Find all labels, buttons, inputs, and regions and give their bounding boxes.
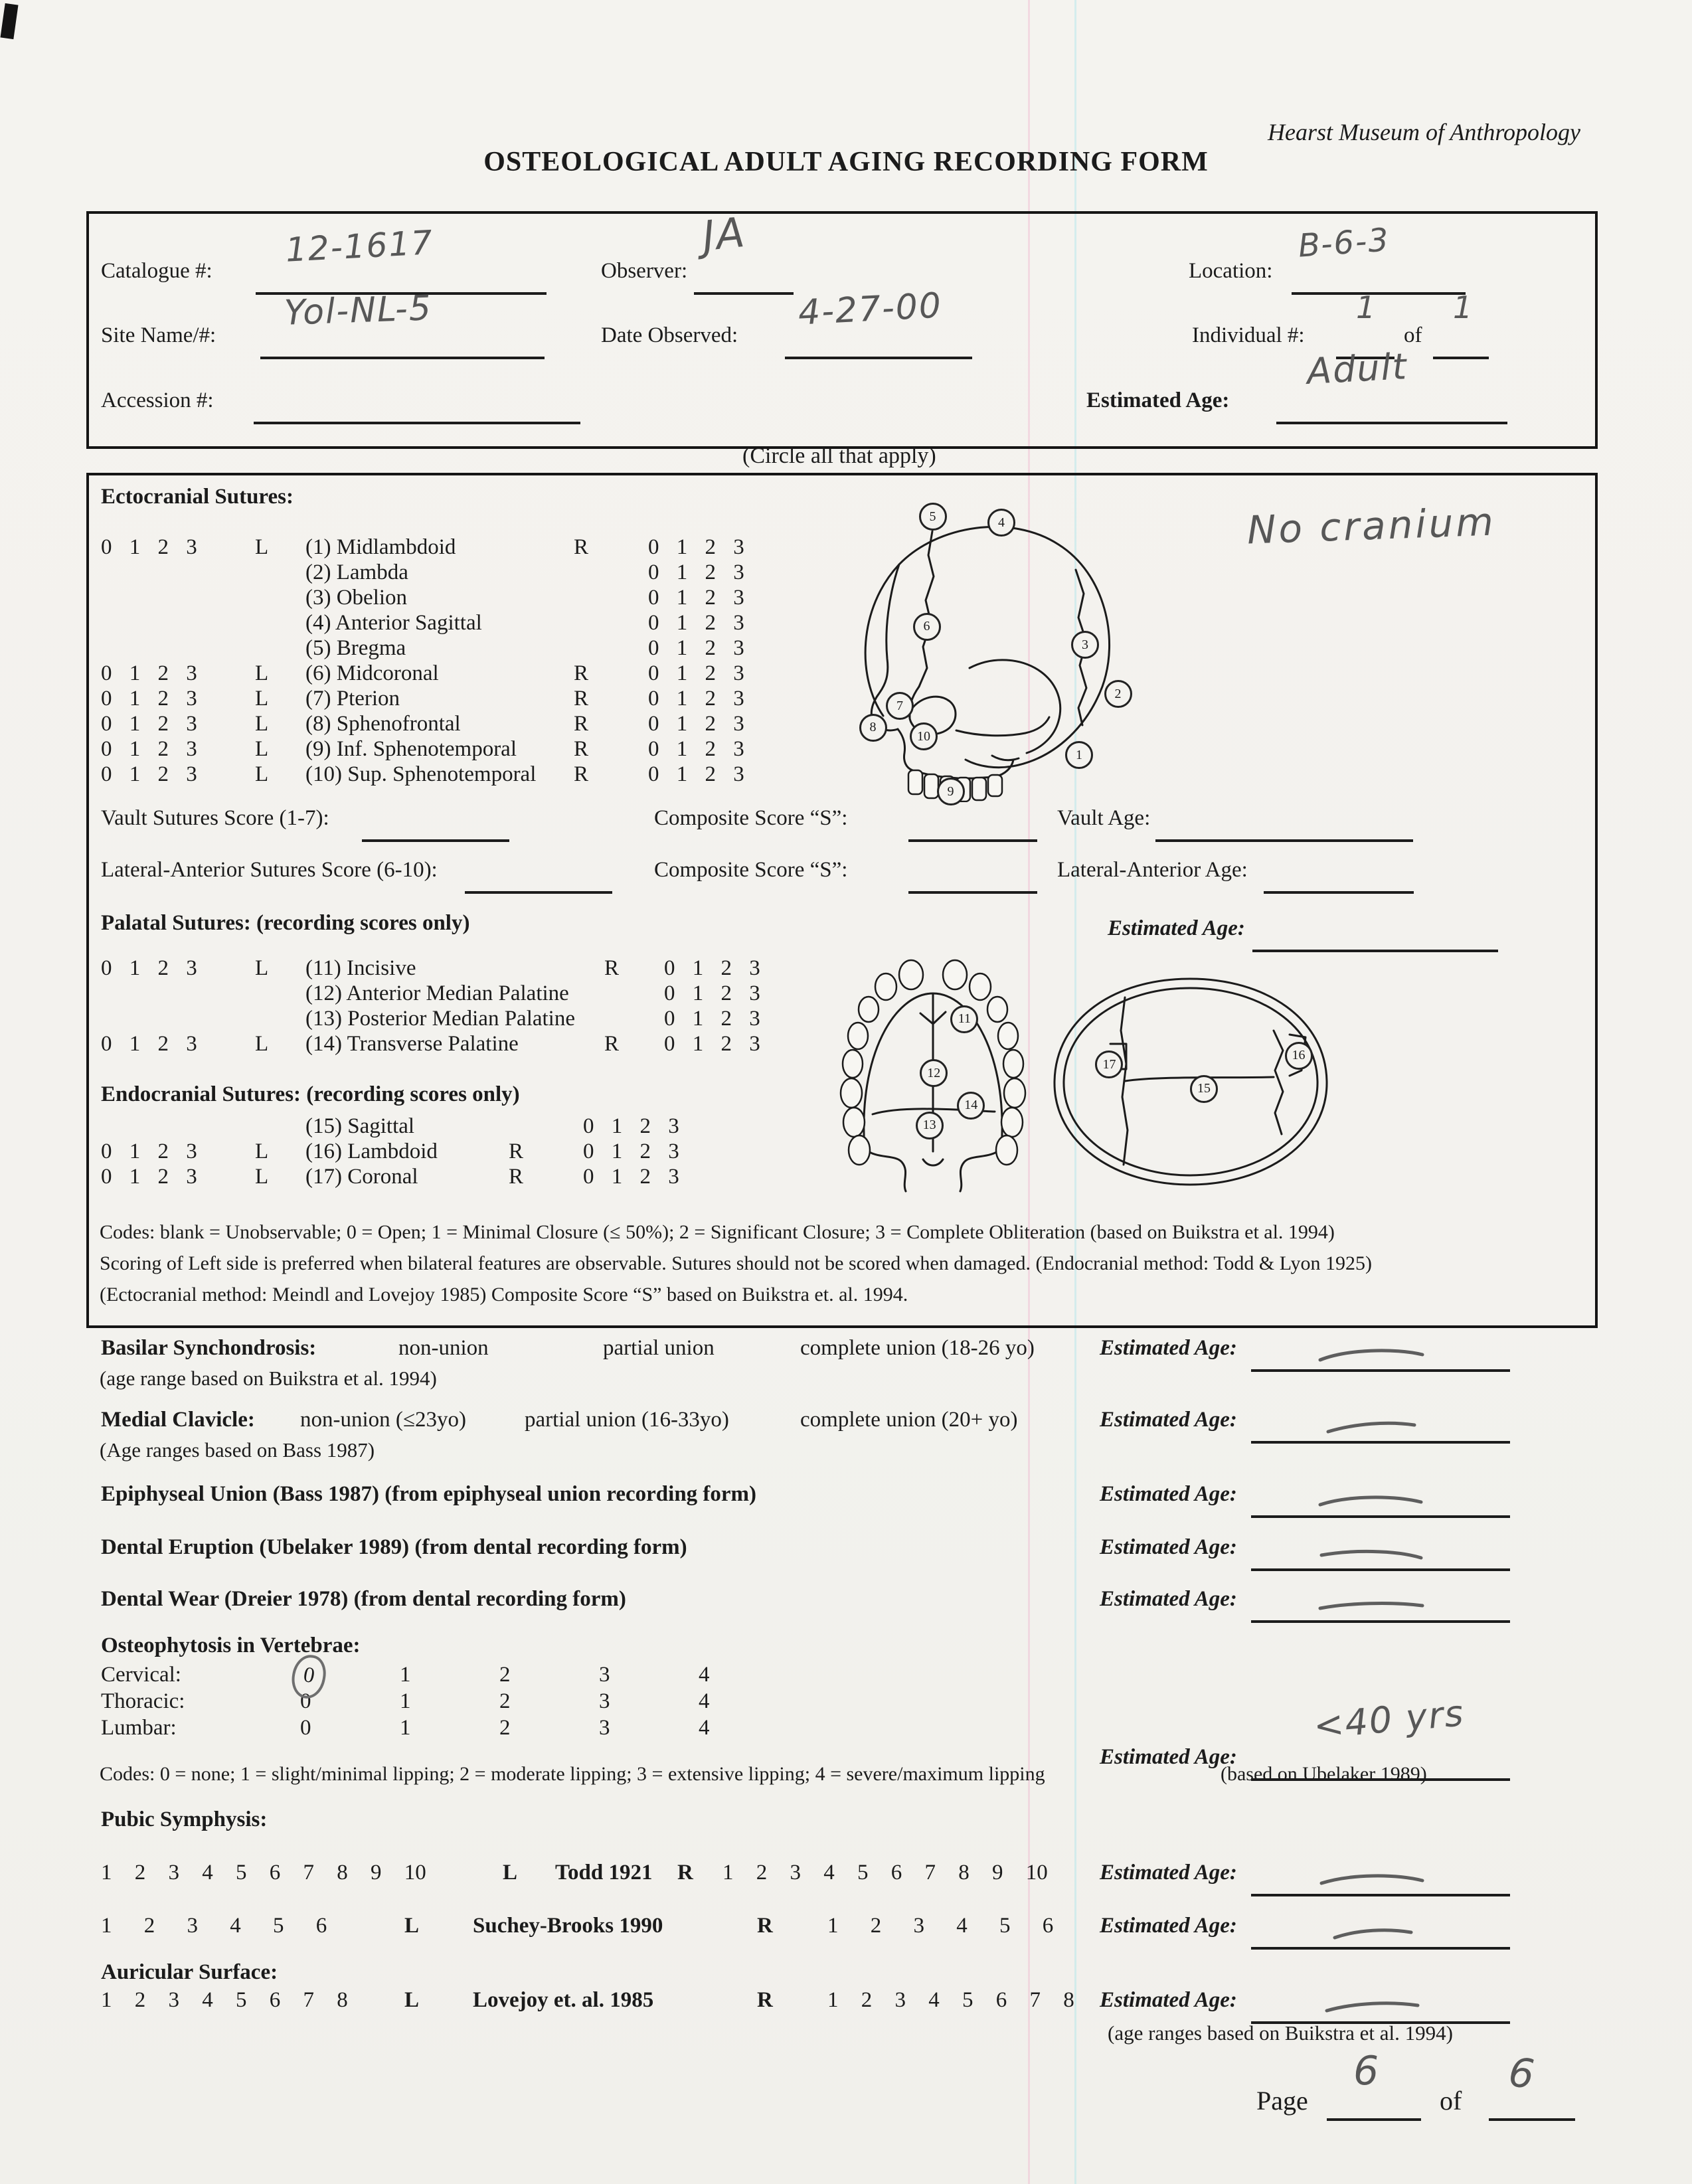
clavicle-estimated-age-label: Estimated Age:: [1100, 1408, 1237, 1432]
side-right-label: R: [574, 762, 589, 786]
scan-corner-artifact: [0, 3, 18, 39]
handwritten-tick: [1315, 1598, 1428, 1615]
suture-row: [101, 1165, 679, 1190]
lovejoy-right-scores[interactable]: 1 2 3 4 5 6 7 8: [827, 1988, 1074, 2012]
basilar-label: Basilar Synchondrosis:: [101, 1336, 317, 1360]
suture-name: (13) Posterior Median Palatine: [305, 1007, 575, 1031]
suture-codes-line1: Codes: blank = Unobservable; 0 = Open; 1 = Minimal Closure (≤ 50%); 2 = Significant Closure; 3 = Complete Obliteration (based on Buikstra et al. 1994): [100, 1221, 1335, 1243]
side-left-label: L: [255, 737, 269, 761]
suture-row: [101, 661, 744, 687]
cervical-score-4[interactable]: 4: [699, 1663, 710, 1687]
score-options-right[interactable]: 0 1 2 3: [664, 1032, 760, 1056]
side-right-label: R: [574, 661, 589, 685]
thoracic-score-4[interactable]: 4: [699, 1689, 710, 1713]
catalogue-label: Catalogue #:: [101, 259, 212, 283]
osteo-estimated-age-label: Estimated Age:: [1100, 1745, 1237, 1769]
composite-score2-field[interactable]: [908, 859, 1037, 894]
observer-field[interactable]: [694, 260, 794, 295]
suchey-method-label: Suchey-Brooks 1990: [473, 1914, 663, 1938]
lovejoy-method-label: Lovejoy et. al. 1985: [473, 1988, 654, 2012]
suture-name: (16) Lambdoid: [305, 1139, 438, 1163]
observer-handwritten-initials: JA: [700, 207, 748, 261]
score-options-left[interactable]: 0 1 2 3: [101, 956, 197, 980]
suture-15-marker: 15: [1190, 1075, 1218, 1103]
thoracic-score-0[interactable]: 0: [300, 1689, 311, 1713]
observer-label: Observer:: [601, 259, 688, 283]
suture-row: [101, 586, 744, 611]
circle-all-note: (Circle all that apply): [742, 444, 936, 468]
lovejoy-estimated-age-field[interactable]: [1251, 1989, 1510, 2024]
score-options-right[interactable]: 0 1 2 3: [664, 1007, 760, 1031]
estimated-age-header-label: Estimated Age:: [1086, 388, 1230, 412]
individual-total-field[interactable]: [1433, 325, 1489, 359]
lovejoy-estimated-age-label: Estimated Age:: [1100, 1988, 1237, 2012]
epiphyseal-estimated-age-field[interactable]: [1251, 1483, 1510, 1518]
score-options-right[interactable]: 0 1 2 3: [648, 636, 744, 660]
epiphyseal-estimated-age-label: Estimated Age:: [1100, 1482, 1237, 1506]
page-number-handwritten: 6: [1353, 2048, 1381, 2094]
suchey-right-scores[interactable]: 1 2 3 4 5 6: [827, 1914, 1054, 1938]
composite-score-field[interactable]: [908, 807, 1037, 842]
epiphyseal-label: Epiphyseal Union (Bass 1987) (from epiphyseal union recording form): [101, 1482, 757, 1506]
dental-wear-label: Dental Wear (Dreier 1978) (from dental recording form): [101, 1587, 626, 1611]
suture-name: (6) Midcoronal: [305, 661, 439, 685]
side-right-label: R: [509, 1139, 524, 1163]
score-options-left[interactable]: 0 1 2 3: [101, 687, 197, 711]
clavicle-option-nonunion[interactable]: non-union (≤23yo): [300, 1408, 466, 1432]
side-left-label: L: [255, 687, 269, 711]
dental-wear-estimated-age-label: Estimated Age:: [1100, 1587, 1237, 1611]
todd-estimated-age-field[interactable]: [1251, 1862, 1510, 1896]
suture-row: [101, 1139, 679, 1165]
todd-right-side-label: R: [677, 1861, 693, 1885]
dental-eruption-estimated-age-field[interactable]: [1251, 1537, 1510, 1571]
lateral-age-label: Lateral-Anterior Age:: [1057, 858, 1248, 882]
palate-diagram: [823, 948, 1043, 1195]
vault-score-field[interactable]: [362, 807, 509, 842]
thoracic-label: Thoracic:: [101, 1689, 185, 1713]
suture-row: [101, 956, 760, 981]
endocranial-rows: [101, 1114, 679, 1190]
handwritten-tick: [1315, 1999, 1428, 2016]
suture-2-marker: 2: [1104, 680, 1132, 708]
side-left-label: L: [255, 1032, 269, 1056]
score-options-right[interactable]: 0 1 2 3: [583, 1165, 679, 1189]
osteo-age-handwritten-value: <40 yrs: [1311, 1692, 1466, 1747]
location-handwritten-value: B-6-3: [1297, 221, 1391, 265]
suture-row: [101, 535, 744, 560]
suture-row: [101, 687, 744, 712]
suture-codes-line2: Scoring of Left side is preferred when bilateral features are observable. Sutures should not be scored when damaged. (Endocranial method: Todd & Lyon 1925): [100, 1252, 1372, 1274]
suture-8-marker: 8: [859, 714, 887, 742]
suture-name: (4) Anterior Sagittal: [305, 611, 482, 635]
suture-row: [101, 737, 744, 762]
suchey-estimated-age-field[interactable]: [1251, 1915, 1510, 1950]
lovejoy-right-side-label: R: [757, 1988, 773, 2012]
dental-wear-estimated-age-field[interactable]: [1251, 1588, 1510, 1623]
osteo-codes-line: Codes: 0 = none; 1 = slight/minimal lipping; 2 = moderate lipping; 3 = extensive lipping; 4 = severe/maximum lipping: [100, 1763, 1045, 1785]
score-options-right[interactable]: 0 1 2 3: [648, 611, 744, 635]
suture-17-marker: 17: [1095, 1050, 1123, 1078]
suture-row: [101, 1114, 679, 1139]
side-left-label: L: [255, 956, 269, 980]
handwritten-tick: [1315, 1493, 1428, 1510]
suture-row: [101, 1032, 760, 1057]
suture-10-marker: 10: [910, 722, 938, 750]
score-options-left[interactable]: 0 1 2 3: [101, 1165, 197, 1189]
suture-name: (2) Lambda: [305, 560, 408, 584]
cervical-score-3[interactable]: 3: [599, 1663, 610, 1687]
score-options-right[interactable]: 0 1 2 3: [648, 712, 744, 736]
suture-row: [101, 560, 744, 586]
palatal-heading: Palatal Sutures: (recording scores only): [101, 911, 470, 935]
clavicle-estimated-age-field[interactable]: [1251, 1409, 1510, 1444]
skull-lateral-diagram: [838, 497, 1137, 802]
thoracic-score-3[interactable]: 3: [599, 1689, 610, 1713]
clavicle-note: (Age ranges based on Bass 1987): [100, 1438, 375, 1462]
suchey-left-scores[interactable]: 1 2 3 4 5 6: [101, 1914, 327, 1938]
score-options-right[interactable]: 0 1 2 3: [583, 1139, 679, 1163]
clavicle-label: Medial Clavicle:: [101, 1408, 255, 1432]
score-options-left[interactable]: 0 1 2 3: [101, 535, 197, 559]
suture-row: [101, 611, 744, 636]
cervical-score-1[interactable]: 1: [400, 1663, 411, 1687]
lateral-score-field[interactable]: [465, 859, 612, 894]
no-cranium-note: No cranium: [1246, 499, 1497, 553]
basilar-option-nonunion[interactable]: non-union: [398, 1336, 489, 1360]
endocranial-heading: Endocranial Sutures: (recording scores only): [101, 1082, 520, 1106]
suture-name: (15) Sagittal: [305, 1114, 415, 1138]
date-observed-label: Date Observed:: [601, 323, 738, 347]
accession-label: Accession #:: [101, 388, 214, 412]
cervical-score-2[interactable]: 2: [499, 1663, 511, 1687]
side-right-label: R: [574, 687, 589, 711]
osteophytosis-heading: Osteophytosis in Vertebrae:: [101, 1634, 361, 1657]
handwritten-tick: [1315, 1347, 1428, 1364]
suture-row: [101, 712, 744, 737]
side-right-label: R: [509, 1165, 524, 1189]
todd-left-side-label: L: [503, 1861, 518, 1885]
circled-score: 0: [289, 1652, 329, 1701]
suchey-right-side-label: R: [757, 1914, 773, 1938]
suture-11-marker: 11: [950, 1005, 978, 1033]
basilar-note: (age range based on Buikstra et al. 1994): [100, 1367, 437, 1390]
lumbar-score-3[interactable]: 3: [599, 1716, 610, 1740]
auricular-note: (age ranges based on Buikstra et al. 1994): [1108, 2021, 1453, 2045]
composite-score-label: Composite Score “S”:: [654, 806, 848, 830]
endocranial-diagram: [1047, 971, 1333, 1193]
score-options-left[interactable]: 0 1 2 3: [101, 712, 197, 736]
vault-score-label: Vault Sutures Score (1-7):: [101, 806, 329, 830]
thoracic-row: [101, 1689, 798, 1716]
lumbar-score-2[interactable]: 2: [499, 1716, 511, 1740]
lumbar-row: [101, 1716, 798, 1742]
suture-12-marker: 12: [920, 1059, 948, 1087]
suture-row: [101, 762, 744, 788]
basilar-estimated-age-field[interactable]: [1251, 1337, 1510, 1372]
side-right-label: R: [574, 712, 589, 736]
palatal-estimated-age-label: Estimated Age:: [1108, 916, 1245, 940]
lateral-age-field[interactable]: [1264, 859, 1414, 894]
estimated-age-handwritten-value: Adult: [1306, 345, 1409, 392]
estimated-age-header-field[interactable]: [1276, 390, 1507, 424]
vault-age-label: Vault Age:: [1057, 806, 1151, 830]
score-options-right[interactable]: 0 1 2 3: [648, 560, 744, 584]
suture-1-marker: 1: [1065, 741, 1093, 769]
composite-score2-label: Composite Score “S”:: [654, 858, 848, 882]
score-options-left[interactable]: 0 1 2 3: [101, 762, 197, 786]
location-label: Location:: [1189, 259, 1273, 283]
suture-5-marker: 5: [919, 503, 947, 531]
suture-14-marker: 14: [957, 1092, 985, 1120]
todd-left-scores[interactable]: 1 2 3 4 5 6 7 8 9 10: [101, 1861, 426, 1885]
handwritten-tick: [1315, 1546, 1428, 1563]
score-options-left[interactable]: 0 1 2 3: [101, 1139, 197, 1163]
thoracic-score-2[interactable]: 2: [499, 1689, 511, 1713]
cervical-score-0[interactable]: [300, 1663, 400, 1689]
side-right-label: R: [604, 956, 620, 980]
page-total-handwritten: 6: [1506, 2049, 1538, 2098]
suture-row: [101, 981, 760, 1007]
thoracic-score-1[interactable]: 1: [400, 1689, 411, 1713]
site-name-label: Site Name/#:: [101, 323, 216, 347]
score-options-right[interactable]: 0 1 2 3: [648, 687, 744, 711]
ectocranial-heading: Ectocranial Sutures:: [101, 485, 294, 509]
basilar-option-complete[interactable]: complete union (18-26 yo): [800, 1336, 1035, 1360]
suture-name: (5) Bregma: [305, 636, 406, 660]
handwritten-tick: [1315, 1924, 1428, 1942]
lateral-score-label: Lateral-Anterior Sutures Score (6-10):: [101, 858, 438, 882]
lumbar-score-1[interactable]: 1: [400, 1716, 411, 1740]
date-handwritten-value: 4-27-00: [797, 286, 944, 333]
side-left-label: L: [255, 661, 269, 685]
location-field[interactable]: [1292, 260, 1466, 295]
suture-13-marker: 13: [916, 1112, 944, 1139]
accession-field[interactable]: [254, 390, 580, 424]
page-label: Page: [1256, 2086, 1308, 2116]
basilar-estimated-age-label: Estimated Age:: [1100, 1336, 1237, 1360]
suture-name: (8) Sphenofrontal: [305, 712, 461, 736]
lumbar-label: Lumbar:: [101, 1716, 177, 1740]
lumbar-score-0[interactable]: 0: [300, 1716, 311, 1740]
vertebrae-rows: [101, 1663, 798, 1742]
side-right-label: R: [604, 1032, 620, 1056]
palatal-rows: [101, 956, 760, 1057]
museum-name: Hearst Museum of Anthropology: [1268, 119, 1580, 145]
osteo-codes-reference: (based on Ubelaker 1989): [1221, 1763, 1427, 1785]
suture-name: (17) Coronal: [305, 1165, 418, 1189]
score-options-right[interactable]: 0 1 2 3: [648, 737, 744, 761]
suture-row: [101, 636, 744, 661]
suchey-estimated-age-label: Estimated Age:: [1100, 1914, 1237, 1938]
suture-name: (14) Transverse Palatine: [305, 1032, 519, 1056]
lumbar-score-4[interactable]: 4: [699, 1716, 710, 1740]
score-options-right[interactable]: 0 1 2 3: [648, 661, 744, 685]
score-options-right[interactable]: 0 1 2 3: [648, 586, 744, 610]
lovejoy-left-scores[interactable]: 1 2 3 4 5 6 7 8: [101, 1988, 348, 2012]
suture-7-marker: 7: [886, 692, 914, 720]
suture-name: (9) Inf. Sphenotemporal: [305, 737, 517, 761]
suture-name: (7) Pterion: [305, 687, 400, 711]
side-left-label: L: [255, 1165, 269, 1189]
suture-row: [101, 1007, 760, 1032]
score-options-left[interactable]: 0 1 2 3: [101, 661, 197, 685]
suture-name: (12) Anterior Median Palatine: [305, 981, 569, 1005]
side-left-label: L: [255, 762, 269, 786]
score-options-left[interactable]: 0 1 2 3: [101, 1032, 197, 1056]
suture-4-marker: 4: [987, 509, 1015, 537]
suture-name: (10) Sup. Sphenotemporal: [305, 762, 537, 786]
todd-right-scores[interactable]: 1 2 3 4 5 6 7 8 9 10: [722, 1861, 1048, 1885]
lovejoy-left-side-label: L: [404, 1988, 420, 2012]
auricular-heading: Auricular Surface:: [101, 1960, 278, 1984]
suture-6-marker: 6: [913, 613, 941, 641]
ectocranial-rows: [101, 535, 744, 788]
side-left-label: L: [255, 1139, 269, 1163]
score-options-right[interactable]: 0 1 2 3: [664, 956, 760, 980]
score-options-left[interactable]: 0 1 2 3: [101, 737, 197, 761]
form-title: OSTEOLOGICAL ADULT AGING RECORDING FORM: [483, 147, 1209, 177]
todd-method-label: Todd 1921: [555, 1861, 653, 1885]
individual-number-label: Individual #:: [1192, 323, 1305, 347]
score-options-right[interactable]: 0 1 2 3: [664, 981, 760, 1005]
clavicle-option-complete[interactable]: complete union (20+ yo): [800, 1408, 1018, 1432]
catalogue-handwritten-value: 12-1617: [284, 223, 435, 270]
side-right-label: R: [574, 737, 589, 761]
side-left-label: L: [255, 535, 269, 559]
suture-name: (3) Obelion: [305, 586, 408, 610]
endocranial-outline: [1047, 971, 1333, 1193]
basilar-option-partial[interactable]: partial union: [603, 1336, 715, 1360]
individual-handwritten-value: 1: [1356, 290, 1377, 325]
suture-9-marker: 9: [937, 778, 965, 805]
vault-age-field[interactable]: [1155, 807, 1413, 842]
score-options-right[interactable]: 0 1 2 3: [648, 762, 744, 786]
suture-codes-line3: (Ectocranial method: Meindl and Lovejoy 1985) Composite Score “S” based on Buikstra et. al. 1994.: [100, 1284, 908, 1305]
individual-of-label: of: [1404, 323, 1422, 347]
pubic-symphysis-heading: Pubic Symphysis:: [101, 1807, 268, 1831]
palatal-estimated-age-field[interactable]: [1252, 918, 1498, 952]
page-of-label: of: [1440, 2086, 1462, 2116]
score-options-right[interactable]: 0 1 2 3: [583, 1114, 679, 1138]
dental-eruption-label: Dental Eruption (Ubelaker 1989) (from dental recording form): [101, 1535, 687, 1559]
side-right-label: R: [574, 535, 589, 559]
handwritten-tick: [1315, 1418, 1428, 1436]
dental-eruption-estimated-age-label: Estimated Age:: [1100, 1535, 1237, 1559]
individual-total-handwritten-value: 1: [1453, 290, 1474, 325]
cervical-label: Cervical:: [101, 1663, 181, 1687]
suchey-left-side-label: L: [404, 1914, 420, 1938]
clavicle-option-partial[interactable]: partial union (16-33yo): [525, 1408, 729, 1432]
suture-16-marker: 16: [1285, 1042, 1313, 1070]
todd-estimated-age-label: Estimated Age:: [1100, 1861, 1237, 1885]
suture-name: (1) Midlambdoid: [305, 535, 456, 559]
score-options-right[interactable]: 0 1 2 3: [648, 535, 744, 559]
suture-name: (11) Incisive: [305, 956, 416, 980]
handwritten-tick: [1315, 1871, 1428, 1889]
suture-3-marker: 3: [1071, 631, 1099, 659]
side-left-label: L: [255, 712, 269, 736]
site-name-handwritten-value: Yol-NL-5: [284, 288, 433, 333]
cervical-row: [101, 1663, 798, 1689]
